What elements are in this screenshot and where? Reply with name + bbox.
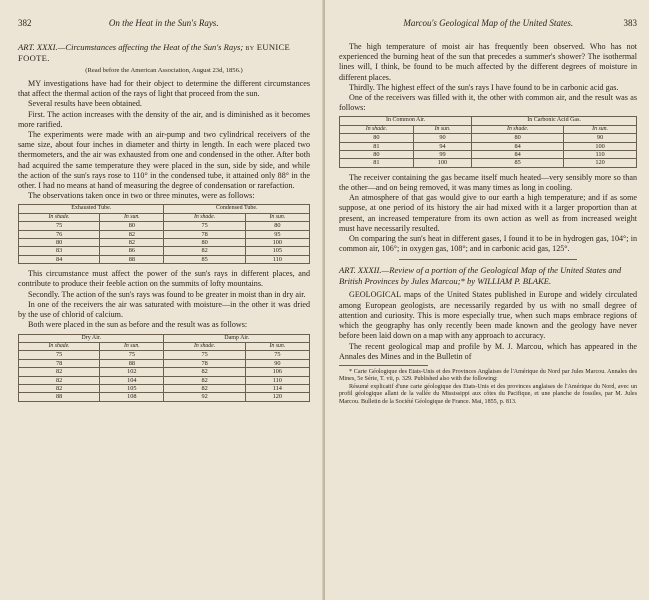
table-cell: 75 <box>19 222 100 230</box>
table-cell: 82 <box>164 376 245 384</box>
table-row <box>340 151 637 159</box>
right-page <box>325 0 649 600</box>
table-cell: 83 <box>19 247 100 255</box>
table-cell: 78 <box>164 230 245 238</box>
paragraph: Several results have been obtained. <box>28 99 142 109</box>
paragraph: One of the receivers was filled with it, the other with common air, and the result was as follows: <box>339 93 637 113</box>
table-subheader: In shade. <box>164 342 245 350</box>
paragraph: Thirdly. The highest effect of the sun's rays I have found to be in carbonic acid gas. <box>349 82 619 92</box>
table-cell: 114 <box>245 384 309 392</box>
table-subheader: In shade. <box>19 213 100 221</box>
table-cell: 86 <box>100 247 164 255</box>
table-row <box>19 255 310 263</box>
table-row <box>19 247 310 255</box>
paragraph: In one of the receivers the air was saturated with moisture—in the other it was dried by the use of chlorid of calcium. <box>18 299 310 320</box>
table-cell: 110 <box>245 255 309 263</box>
footnote: Résumé explicatif d'une carte géologique des Etats-Unis et des provinces anglaises de l'Amérique du Nord, avec un profil géologique allant de la vallée du Mississippi aux côtes du Pacifique, et une planche de fossiles, par M. Jules Marcou. Bulletin de la Société Géologique de France. Mai, 1855, p. 813. <box>339 383 637 405</box>
table-row <box>19 359 310 367</box>
table-cell: 75 <box>164 222 245 230</box>
paragraph: GEOLOGICAL maps of the United States published in Europe and widely circulated among European geologists, are necessarily regarded by us with no small degree of attention and curiosity. This is more especially true, when such maps embrace regions of which the geography has only recently been made known and the geology have never before been laid down on a map with any approach to accuracy. <box>339 290 637 341</box>
footnote: * Carte Géologique des Etats-Unis et des Provinces Anglaises de l'Amérique du Nord par Jules Marcou. Annales des Mines, 5e Série, T. vii, p. 329. Published also with the following: <box>339 368 637 383</box>
table-cell: 88 <box>19 393 100 401</box>
table-row <box>340 159 637 167</box>
table-row <box>19 393 310 401</box>
table-cell: 105 <box>245 247 309 255</box>
table-cell: 82 <box>19 368 100 376</box>
paragraph: Both were placed in the sun as before and the result was as follows: <box>28 320 248 330</box>
table-cell: 100 <box>413 159 471 167</box>
article-author: by EUNICE FOOTE. <box>18 42 291 63</box>
section-divider <box>399 259 578 260</box>
table-cell: 82 <box>164 368 245 376</box>
paragraph: Secondly. The action of the sun's rays was found to be greater in moist than in dry air. <box>28 289 306 299</box>
running-head: Marcou's Geological Map of the United States. <box>403 18 574 28</box>
table-cell: 100 <box>245 239 309 247</box>
table-row <box>340 142 637 150</box>
paragraph: The receiver containing the gas became itself much heated—very sensibly more so than the other—and on being removed, it was many times as long in cooling. <box>339 172 637 193</box>
table-cell: 99 <box>413 151 471 159</box>
paragraph: The recent geological map and profile by M. J. Marcou, which has appeared in the Annales des Mines and in the Bulletin of <box>339 341 637 361</box>
table-row <box>19 384 310 392</box>
table-cell: 80 <box>340 151 414 159</box>
table-cell: 80 <box>100 222 164 230</box>
table-cell: 88 <box>100 255 164 263</box>
page-number: 383 <box>623 18 637 28</box>
table-cell: 110 <box>245 376 309 384</box>
table-row <box>19 376 310 384</box>
paragraph: An atmosphere of that gas would give to our earth a high temperature; and if as some suppose, at one period of its history the air had mixed with it a larger proportion than at present, an increased temperature from its own action as well as from increased weight must have necessarily resulted. <box>339 193 637 233</box>
table-cell: 120 <box>564 159 637 167</box>
paragraph: The high temperature of moist air has frequently been observed. Who has not experienced the burning heat of the sun that precedes a summer's shower? The isothermal lines will, I think, be found to be much affected by the different degrees of moisture in different places. <box>339 42 637 82</box>
table-cell: 80 <box>472 134 564 142</box>
dry-damp-table <box>18 334 310 402</box>
right-page-header <box>339 18 637 28</box>
table-group-header: Damp Air. <box>164 334 310 342</box>
table-cell: 80 <box>19 239 100 247</box>
table-group-header: Condensed Tube. <box>164 205 310 213</box>
table-cell: 105 <box>100 384 164 392</box>
article-heading <box>18 42 310 64</box>
table-cell: 81 <box>340 159 414 167</box>
table-cell: 100 <box>564 142 637 150</box>
table-cell: 82 <box>19 384 100 392</box>
table-subheader: In sun. <box>100 342 164 350</box>
read-note: (Read before the American Association, August 23d, 1856.) <box>85 67 243 74</box>
table-cell: 80 <box>340 134 414 142</box>
page-number: 382 <box>18 18 32 28</box>
table-cell: 82 <box>164 384 245 392</box>
table-cell: 75 <box>19 351 100 359</box>
table-row <box>19 351 310 359</box>
table-cell: 85 <box>164 255 245 263</box>
footnotes <box>339 369 637 406</box>
table-cell: 108 <box>100 393 164 401</box>
article-title: ART. XXXI.—Circumstances affecting the Heat of the Sun's Rays; <box>18 42 244 52</box>
paragraph: On comparing the sun's heat in different gases, I found it to be in hydrogen gas, 104°; in common air, 106°; in oxygen gas, 108°; and in carbonic acid gas, 125°. <box>339 234 637 254</box>
paragraph: This circumstance must affect the power of the sun's rays in different places, and contribute to produce their feeble action on the summits of lofty mountains. <box>18 269 310 289</box>
table-subheader: In sun. <box>245 213 309 221</box>
table-cell: 84 <box>19 255 100 263</box>
common-air-carbonic-table <box>339 116 637 167</box>
running-head: On the Heat in the Sun's Rays. <box>108 18 219 28</box>
table-cell: 80 <box>245 222 309 230</box>
paragraph: MY investigations have had for their object to determine the different circumstances that affect the thermal action of the rays of light that proceed from the sun. <box>18 79 310 99</box>
paragraph: The experiments were made with an air-pump and two cylindrical receivers of the same size, about four inches in diameter and thirty in length. In each were placed two thermometers, and the air was exhausted from one and condensed in the other. After both had acquired the same temperature they were placed in the sun, side by side, and while the action of the sun's rays rose to 110° in the condensed tube, it attained only 88° in the other. I had no means at hand of measuring the degree of condensation or rarefaction. <box>18 130 310 191</box>
table-subheader: In shade. <box>472 125 564 133</box>
table-cell: 120 <box>245 393 309 401</box>
table-cell: 90 <box>245 359 309 367</box>
table-cell: 90 <box>564 134 637 142</box>
table-cell: 102 <box>100 368 164 376</box>
left-page-header <box>18 18 310 28</box>
table-cell: 94 <box>413 142 471 150</box>
table-cell: 92 <box>164 393 245 401</box>
table-cell: 75 <box>100 351 164 359</box>
table-cell: 80 <box>164 239 245 247</box>
exhausted-condensed-table <box>18 204 310 264</box>
table-subheader: In sun. <box>413 125 471 133</box>
table-cell: 84 <box>472 142 564 150</box>
table-cell: 110 <box>564 151 637 159</box>
table-cell: 81 <box>340 142 414 150</box>
table-group-header: In Common Air. <box>340 117 472 125</box>
table-subheader: In shade. <box>19 342 100 350</box>
table-cell: 82 <box>100 230 164 238</box>
table-row <box>340 134 637 142</box>
table-cell: 82 <box>164 247 245 255</box>
table-cell: 84 <box>472 151 564 159</box>
paragraph: First. The action increases with the density of the air, and is diminished as it becomes more rarified. <box>18 109 310 129</box>
table-cell: 104 <box>100 376 164 384</box>
table-cell: 106 <box>245 368 309 376</box>
table-cell: 75 <box>164 351 245 359</box>
table-group-header: In Carbonic Acid Gas. <box>472 117 637 125</box>
table-cell: 90 <box>413 134 471 142</box>
footnote-divider <box>339 365 428 366</box>
left-page <box>0 0 324 600</box>
table-subheader: In sun. <box>100 213 164 221</box>
table-subheader: In sun. <box>245 342 309 350</box>
table-subheader: In sun. <box>564 125 637 133</box>
table-cell: 82 <box>19 376 100 384</box>
table-cell: 82 <box>100 239 164 247</box>
table-cell: 75 <box>245 351 309 359</box>
article-heading: ART. XXXII.—Review of a portion of the Geological Map of the United States and British Provinces by Jules Marcou;* by WILLIAM P. BLAKE. <box>339 265 622 287</box>
table-group-header: Dry Air. <box>19 334 164 342</box>
table-cell: 78 <box>19 359 100 367</box>
table-cell: 88 <box>100 359 164 367</box>
table-cell: 95 <box>245 230 309 238</box>
table-subheader: In shade. <box>164 213 245 221</box>
table-row <box>19 222 310 230</box>
table-row <box>19 239 310 247</box>
table-cell: 76 <box>19 230 100 238</box>
table-subheader: In shade. <box>340 125 414 133</box>
table-cell: 85 <box>472 159 564 167</box>
table-row <box>19 230 310 238</box>
table-cell: 78 <box>164 359 245 367</box>
table-group-header: Exhausted Tube. <box>19 205 164 213</box>
table-row <box>19 368 310 376</box>
paragraph: The observations taken once in two or three minutes, were as follows: <box>28 191 255 201</box>
